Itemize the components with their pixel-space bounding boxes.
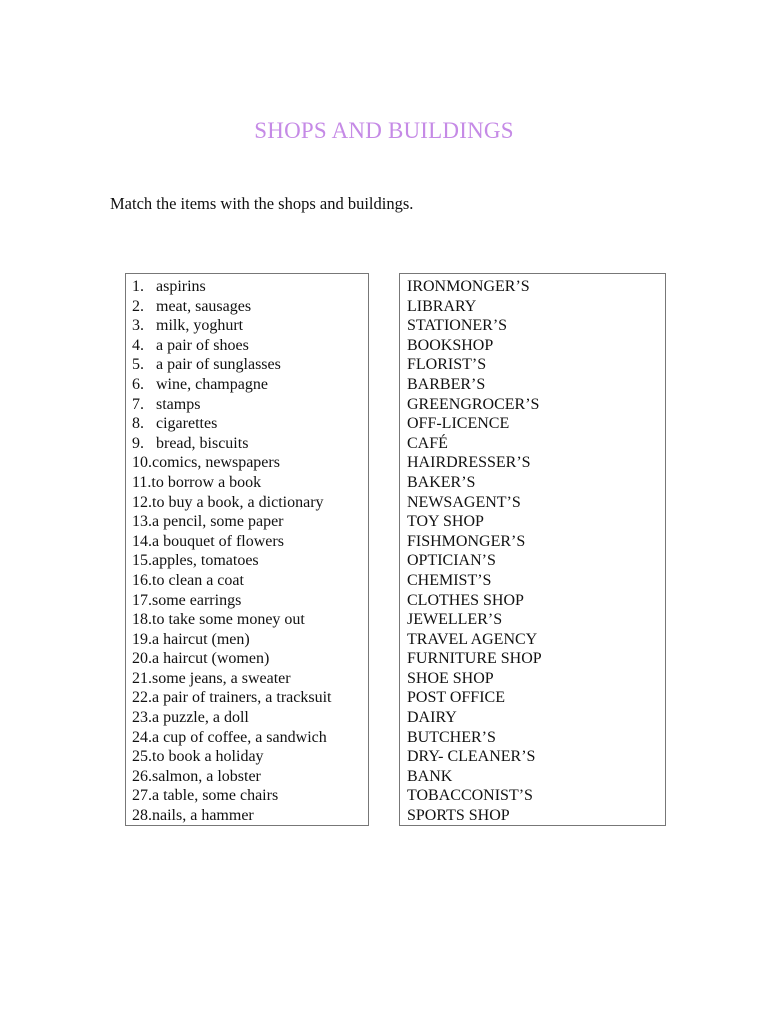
item-text: a puzzle, a doll (152, 709, 249, 727)
item-text: some earrings (152, 591, 242, 609)
item-text: stamps (156, 395, 201, 413)
page-title: SHOPS AND BUILDINGS (254, 118, 514, 143)
shop-row: JEWELLER’S (407, 611, 503, 629)
item-text: apples, tomatoes (152, 552, 259, 570)
item-number: 1. (132, 278, 144, 295)
item-number: 3. (132, 317, 144, 335)
shop-row: TOBACCONIST’S (407, 787, 533, 805)
item-row (126, 512, 368, 532)
item-number: 14. (132, 532, 152, 550)
shop-row: BANK (407, 767, 453, 785)
item-text: a cup of coffee, a sandwich (152, 728, 327, 746)
item-text: a pair of trainers, a tracksuit (152, 689, 332, 707)
item-text: bread, biscuits (156, 434, 249, 452)
shop-row: CLOTHES SHOP (407, 591, 524, 609)
item-number: 16. (132, 571, 152, 589)
item-number: 19. (132, 630, 152, 648)
item-text: a pencil, some paper (152, 513, 284, 531)
item-row (126, 395, 368, 415)
item-number: 7. (132, 395, 144, 413)
item-number: 15. (132, 552, 152, 570)
item-row (126, 571, 368, 591)
item-row (126, 747, 368, 767)
shop-row: FURNITURE SHOP (407, 650, 542, 668)
item-text: salmon, a lobster (152, 767, 261, 785)
shop-row: DRY- CLEANER’S (407, 748, 536, 766)
shops-list-box (399, 273, 666, 826)
shop-row: OFF-LICENCE (407, 415, 510, 433)
item-number: 20. (132, 650, 152, 668)
item-text: a pair of sunglasses (156, 356, 281, 374)
shop-row: IRONMONGER’S (407, 278, 530, 295)
shop-row: SPORTS SHOP (407, 807, 510, 825)
item-number: 9. (132, 434, 144, 452)
shop-row: BOOKSHOP (407, 336, 494, 354)
shop-row: CHEMIST’S (407, 571, 492, 589)
item-text: some jeans, a sweater (152, 669, 291, 687)
item-row (126, 297, 368, 317)
item-row (126, 669, 368, 689)
item-text: a haircut (women) (152, 650, 270, 668)
item-row (126, 473, 368, 493)
item-text: meat, sausages (156, 297, 252, 315)
item-text: cigarettes (156, 415, 218, 433)
item-number: 17. (132, 591, 152, 609)
item-number: 10. (132, 454, 152, 472)
item-number: 11. (132, 473, 152, 491)
item-text: aspirins (156, 278, 206, 295)
item-row (126, 728, 368, 748)
item-row (126, 630, 368, 650)
item-row (126, 551, 368, 571)
shop-row: GREENGROCER’S (407, 395, 540, 413)
shop-row: BAKER’S (407, 473, 476, 491)
item-row (126, 434, 368, 454)
item-row (126, 414, 368, 434)
item-number: 21. (132, 669, 152, 687)
item-text: to buy a book, a dictionary (152, 493, 324, 511)
item-number: 5. (132, 356, 144, 374)
item-number: 4. (132, 336, 144, 354)
item-row (126, 688, 368, 708)
item-text: to book a holiday (152, 748, 264, 766)
item-row (126, 493, 368, 513)
item-text: a table, some chairs (152, 787, 279, 805)
item-text: a bouquet of flowers (152, 532, 284, 550)
item-text: a pair of shoes (156, 336, 249, 354)
shop-row: TRAVEL AGENCY (407, 630, 538, 648)
item-number: 23. (132, 709, 152, 727)
item-row (126, 806, 368, 826)
item-text: wine, champagne (156, 375, 268, 393)
item-text: to take some money out (152, 611, 305, 629)
item-row (126, 649, 368, 669)
item-text: to borrow a book (151, 473, 262, 491)
item-row (126, 767, 368, 787)
item-row (126, 591, 368, 611)
shop-row: LIBRARY (407, 297, 477, 315)
item-row (126, 355, 368, 375)
item-number: 26. (132, 767, 152, 785)
item-text: comics, newspapers (152, 454, 280, 472)
item-number: 8. (132, 415, 144, 433)
shop-row: FLORIST’S (407, 356, 487, 374)
item-row (126, 277, 368, 297)
item-number: 25. (132, 748, 152, 766)
item-row (126, 532, 368, 552)
shop-row: CAFÉ (407, 434, 448, 452)
shop-row: OPTICIAN’S (407, 552, 496, 570)
item-row (126, 316, 368, 336)
item-row (126, 336, 368, 356)
item-row (126, 453, 368, 473)
items-list-box (125, 273, 369, 826)
item-number: 13. (132, 513, 152, 531)
item-number: 6. (132, 375, 144, 393)
item-row (126, 786, 368, 806)
item-row (126, 375, 368, 395)
item-text: to clean a coat (152, 571, 244, 589)
shop-row: STATIONER’S (407, 317, 508, 335)
shop-row: BARBER’S (407, 375, 486, 393)
item-text: nails, a hammer (152, 807, 254, 825)
item-text: milk, yoghurt (156, 317, 244, 335)
shop-row: SHOE SHOP (407, 669, 494, 687)
item-number: 24. (132, 728, 152, 746)
shop-row: DAIRY (407, 709, 457, 727)
shop-row: NEWSAGENT’S (407, 493, 521, 511)
shop-row: BUTCHER’S (407, 728, 496, 746)
item-text: a haircut (men) (152, 630, 250, 648)
item-number: 28. (132, 807, 152, 825)
shop-row: FISHMONGER’S (407, 532, 526, 550)
item-number: 18. (132, 611, 152, 629)
shop-row: HAIRDRESSER’S (407, 454, 531, 472)
item-number: 27. (132, 787, 152, 805)
instruction-text: Match the items with the shops and buildings. (110, 194, 414, 213)
item-number: 22. (132, 689, 152, 707)
item-row (126, 708, 368, 728)
item-number: 2. (132, 297, 144, 315)
item-number: 12. (132, 493, 152, 511)
shop-row: POST OFFICE (407, 689, 505, 707)
shop-row: TOY SHOP (407, 513, 484, 531)
item-row (126, 610, 368, 630)
